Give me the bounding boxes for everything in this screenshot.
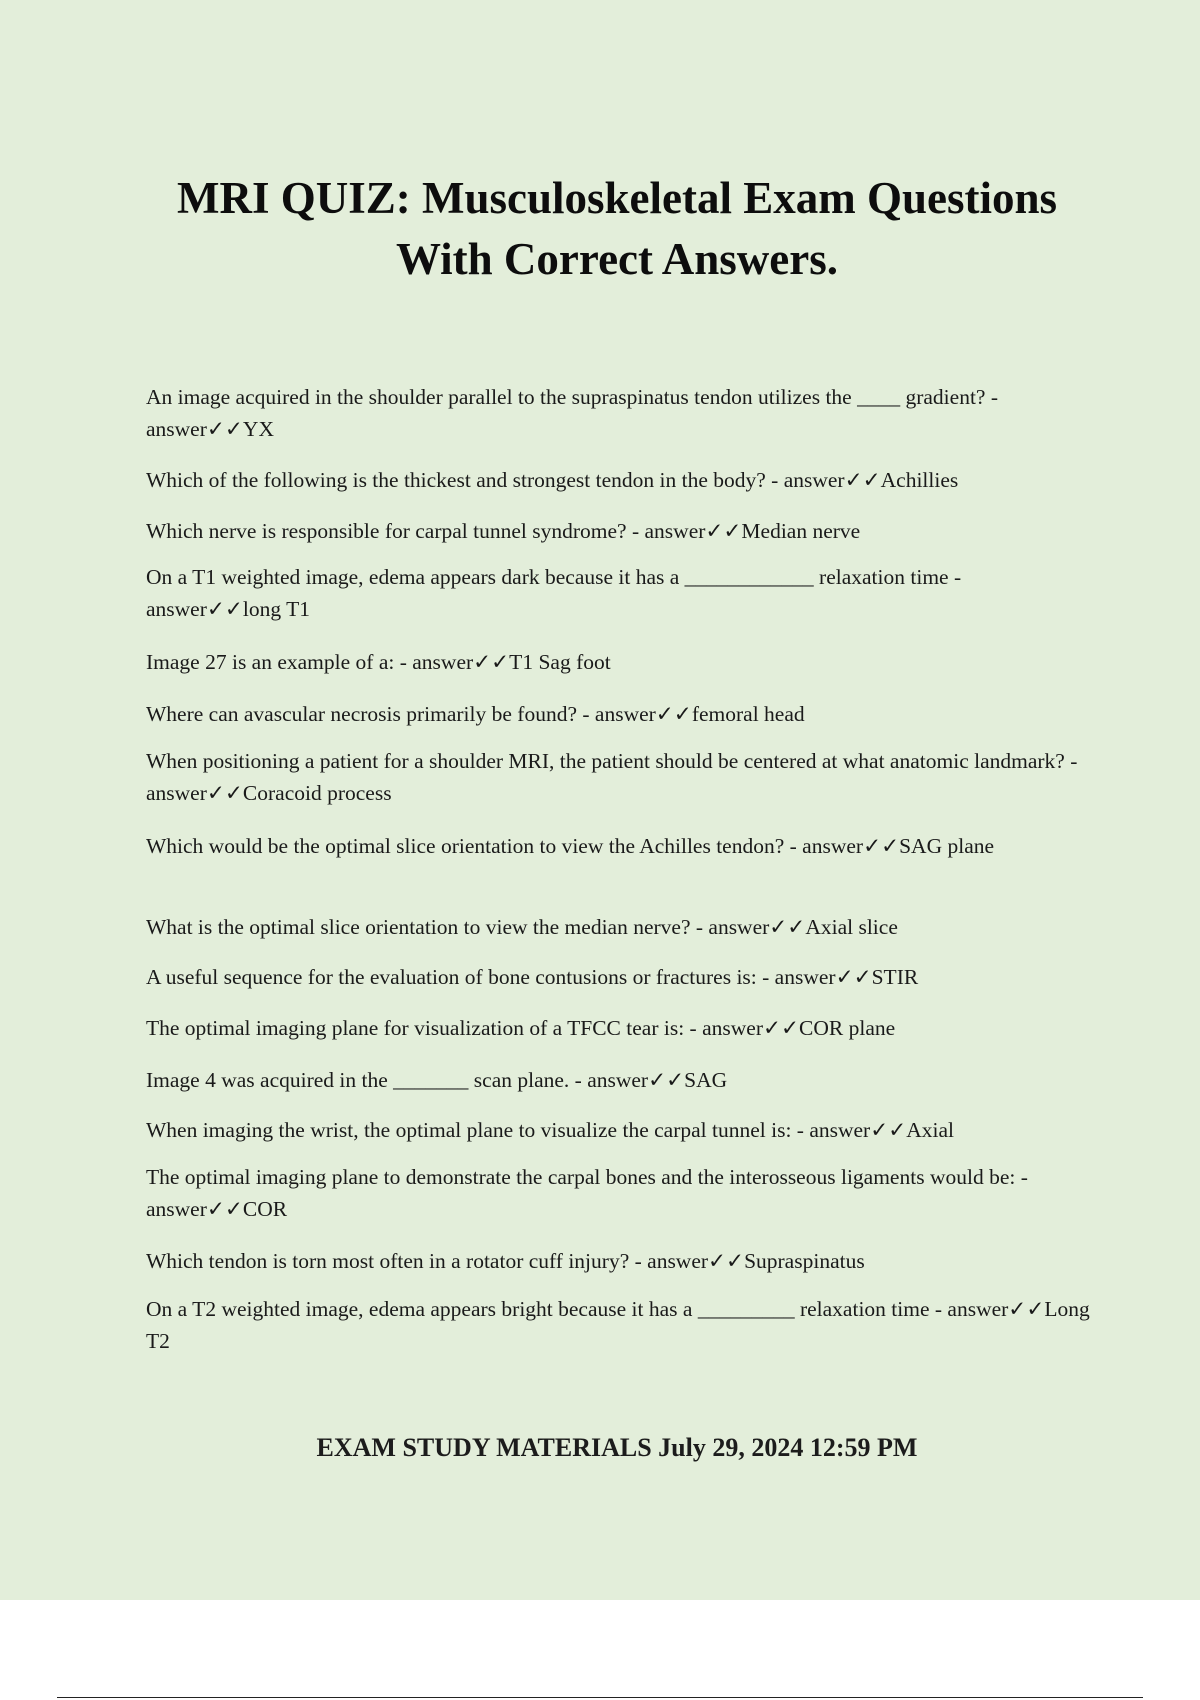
qa-item: Which nerve is responsible for carpal tunnel syndrome? - answer✓✓Median nerve [146,519,861,543]
qa-item: Image 27 is an example of a: - answer✓✓T1 Sag foot [146,650,611,674]
qa-item: On a T1 weighted image, edema appears dark because it has a ____________ relaxation time - answer✓✓long T1 [146,565,962,621]
qa-item: The optimal imaging plane to demonstrate the carpal bones and the interosseous ligaments would be: - answer✓✓COR [146,1165,1028,1221]
qa-item: When imaging the wrist, the optimal plane to visualize the carpal tunnel is: - answer✓✓Axial [146,1118,955,1142]
qa-item: The optimal imaging plane for visualization of a TFCC tear is: - answer✓✓COR plane [146,1016,896,1040]
qa-item: An image acquired in the shoulder parallel to the supraspinatus tendon utilizes the ____ gradient? - answer✓✓YX [146,385,998,441]
qa-item: Which tendon is torn most often in a rotator cuff injury? - answer✓✓Supraspinatus [146,1249,865,1273]
bottom-divider [57,1697,1143,1698]
qa-item: Image 4 was acquired in the _______ scan plane. - answer✓✓SAG [146,1068,728,1092]
qa-item: Where can avascular necrosis primarily be found? - answer✓✓femoral head [146,702,805,726]
document-footer: EXAM STUDY MATERIALS July 29, 2024 12:59 PM [316,1433,918,1462]
question-answer-list [146,381,1094,1353]
qa-item: What is the optimal slice orientation to view the median nerve? - answer✓✓Axial slice [146,915,898,939]
qa-item: A useful sequence for the evaluation of bone contusions or fractures is: - answer✓✓STIR [146,965,919,989]
document-title: MRI QUIZ: Musculoskeletal Exam Questions With Correct Answers. [176,173,1058,284]
qa-item: Which would be the optimal slice orientation to view the Achilles tendon? - answer✓✓SAG plane [146,834,995,858]
qa-item: When positioning a patient for a shoulder MRI, the patient should be centered at what anatomic landmark? - answer✓✓Coracoid process [146,749,1078,805]
qa-item: On a T2 weighted image, edema appears bright because it has a _________ relaxation time - answer✓✓Long T2 [146,1297,1090,1353]
qa-item: Which of the following is the thickest and strongest tendon in the body? - answer✓✓Achillies [146,468,959,492]
